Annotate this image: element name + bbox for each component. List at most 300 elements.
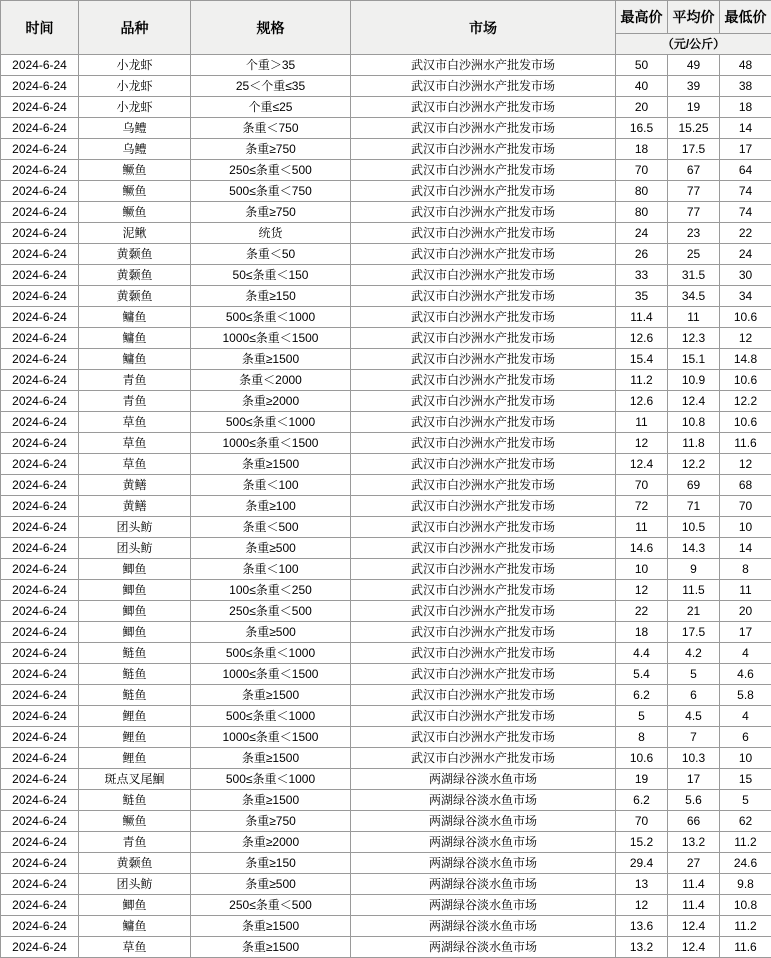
cell-spec: 500≤条重＜1000 [191, 412, 351, 433]
cell-avg-price: 12.4 [668, 391, 720, 412]
cell-spec: 条重＜100 [191, 475, 351, 496]
cell-variety: 小龙虾 [79, 55, 191, 76]
cell-spec: 1000≤条重＜1500 [191, 433, 351, 454]
table-row [1, 853, 771, 874]
table-row [1, 118, 771, 139]
cell-variety: 小龙虾 [79, 76, 191, 97]
cell-spec: 250≤条重＜500 [191, 160, 351, 181]
cell-spec: 500≤条重＜750 [191, 181, 351, 202]
cell-time: 2024-6-24 [1, 118, 79, 139]
cell-variety: 鲫鱼 [79, 601, 191, 622]
cell-max-price: 50 [616, 55, 668, 76]
cell-variety: 乌鳢 [79, 118, 191, 139]
cell-max-price: 12 [616, 433, 668, 454]
cell-variety: 青鱼 [79, 370, 191, 391]
cell-market: 武汉市白沙洲水产批发市场 [351, 475, 616, 496]
cell-spec: 条重≥1500 [191, 685, 351, 706]
cell-market: 武汉市白沙洲水产批发市场 [351, 265, 616, 286]
table-row [1, 916, 771, 937]
cell-max-price: 18 [616, 622, 668, 643]
cell-market: 武汉市白沙洲水产批发市场 [351, 538, 616, 559]
cell-min-price: 11.2 [720, 832, 771, 853]
cell-time: 2024-6-24 [1, 748, 79, 769]
cell-min-price: 4 [720, 643, 771, 664]
cell-market: 武汉市白沙洲水产批发市场 [351, 118, 616, 139]
cell-spec: 条重＜750 [191, 118, 351, 139]
cell-variety: 黄颡鱼 [79, 265, 191, 286]
table-row [1, 160, 771, 181]
cell-time: 2024-6-24 [1, 55, 79, 76]
cell-min-price: 11.2 [720, 916, 771, 937]
cell-avg-price: 14.3 [668, 538, 720, 559]
table-row [1, 433, 771, 454]
cell-max-price: 13.6 [616, 916, 668, 937]
cell-spec: 100≤条重＜250 [191, 580, 351, 601]
cell-variety: 鳜鱼 [79, 202, 191, 223]
table-row [1, 559, 771, 580]
cell-variety: 草鱼 [79, 937, 191, 958]
cell-time: 2024-6-24 [1, 265, 79, 286]
cell-spec: 250≤条重＜500 [191, 601, 351, 622]
cell-avg-price: 34.5 [668, 286, 720, 307]
table-row [1, 748, 771, 769]
cell-avg-price: 25 [668, 244, 720, 265]
cell-variety: 草鱼 [79, 454, 191, 475]
cell-max-price: 4.4 [616, 643, 668, 664]
cell-spec: 条重≥750 [191, 202, 351, 223]
cell-market: 武汉市白沙洲水产批发市场 [351, 160, 616, 181]
cell-spec: 条重≥1500 [191, 790, 351, 811]
cell-time: 2024-6-24 [1, 832, 79, 853]
cell-avg-price: 17 [668, 769, 720, 790]
cell-market: 两湖绿谷淡水鱼市场 [351, 769, 616, 790]
cell-spec: 1000≤条重＜1500 [191, 727, 351, 748]
cell-time: 2024-6-24 [1, 349, 79, 370]
cell-time: 2024-6-24 [1, 76, 79, 97]
cell-market: 两湖绿谷淡水鱼市场 [351, 895, 616, 916]
cell-time: 2024-6-24 [1, 874, 79, 895]
cell-spec: 条重≥500 [191, 874, 351, 895]
cell-spec: 条重≥1500 [191, 748, 351, 769]
cell-min-price: 5.8 [720, 685, 771, 706]
cell-market: 两湖绿谷淡水鱼市场 [351, 937, 616, 958]
cell-min-price: 11.6 [720, 433, 771, 454]
cell-spec: 条重＜100 [191, 559, 351, 580]
cell-variety: 青鱼 [79, 832, 191, 853]
cell-variety: 鲢鱼 [79, 685, 191, 706]
cell-market: 两湖绿谷淡水鱼市场 [351, 916, 616, 937]
cell-market: 武汉市白沙洲水产批发市场 [351, 496, 616, 517]
cell-market: 两湖绿谷淡水鱼市场 [351, 811, 616, 832]
table-row [1, 769, 771, 790]
cell-variety: 鲤鱼 [79, 727, 191, 748]
cell-time: 2024-6-24 [1, 643, 79, 664]
cell-market: 武汉市白沙洲水产批发市场 [351, 433, 616, 454]
cell-min-price: 10.6 [720, 412, 771, 433]
cell-max-price: 80 [616, 202, 668, 223]
cell-min-price: 17 [720, 622, 771, 643]
cell-spec: 条重＜2000 [191, 370, 351, 391]
table-row [1, 538, 771, 559]
cell-avg-price: 19 [668, 97, 720, 118]
cell-max-price: 13.2 [616, 937, 668, 958]
cell-spec: 条重≥150 [191, 853, 351, 874]
cell-market: 武汉市白沙洲水产批发市场 [351, 223, 616, 244]
cell-min-price: 20 [720, 601, 771, 622]
cell-spec: 条重≥2000 [191, 832, 351, 853]
cell-avg-price: 7 [668, 727, 720, 748]
cell-time: 2024-6-24 [1, 706, 79, 727]
cell-variety: 鳙鱼 [79, 307, 191, 328]
cell-min-price: 15 [720, 769, 771, 790]
cell-avg-price: 71 [668, 496, 720, 517]
cell-avg-price: 10.9 [668, 370, 720, 391]
cell-spec: 条重≥500 [191, 622, 351, 643]
cell-variety: 团头鲂 [79, 517, 191, 538]
table-row [1, 181, 771, 202]
cell-spec: 条重≥1500 [191, 454, 351, 475]
cell-time: 2024-6-24 [1, 895, 79, 916]
table-row [1, 307, 771, 328]
table-row [1, 286, 771, 307]
cell-avg-price: 11.4 [668, 895, 720, 916]
cell-max-price: 15.2 [616, 832, 668, 853]
cell-variety: 鳙鱼 [79, 349, 191, 370]
cell-spec: 500≤条重＜1000 [191, 706, 351, 727]
cell-market: 武汉市白沙洲水产批发市场 [351, 76, 616, 97]
cell-max-price: 80 [616, 181, 668, 202]
table-row [1, 601, 771, 622]
cell-market: 武汉市白沙洲水产批发市场 [351, 517, 616, 538]
cell-avg-price: 17.5 [668, 622, 720, 643]
table-row [1, 706, 771, 727]
cell-market: 武汉市白沙洲水产批发市场 [351, 391, 616, 412]
cell-min-price: 12 [720, 328, 771, 349]
cell-time: 2024-6-24 [1, 454, 79, 475]
header-time: 时间 [1, 1, 79, 55]
cell-avg-price: 5 [668, 664, 720, 685]
cell-time: 2024-6-24 [1, 937, 79, 958]
cell-time: 2024-6-24 [1, 370, 79, 391]
cell-max-price: 33 [616, 265, 668, 286]
cell-min-price: 74 [720, 202, 771, 223]
cell-min-price: 34 [720, 286, 771, 307]
cell-variety: 团头鲂 [79, 874, 191, 895]
cell-max-price: 11.2 [616, 370, 668, 391]
table-row [1, 685, 771, 706]
cell-min-price: 5 [720, 790, 771, 811]
cell-time: 2024-6-24 [1, 811, 79, 832]
cell-avg-price: 10.3 [668, 748, 720, 769]
table-row [1, 349, 771, 370]
cell-time: 2024-6-24 [1, 685, 79, 706]
cell-avg-price: 6 [668, 685, 720, 706]
cell-variety: 草鱼 [79, 433, 191, 454]
cell-max-price: 15.4 [616, 349, 668, 370]
cell-variety: 鲢鱼 [79, 643, 191, 664]
cell-min-price: 12.2 [720, 391, 771, 412]
cell-time: 2024-6-24 [1, 538, 79, 559]
cell-spec: 1000≤条重＜1500 [191, 664, 351, 685]
cell-avg-price: 4.5 [668, 706, 720, 727]
cell-min-price: 62 [720, 811, 771, 832]
cell-spec: 25＜个重≤35 [191, 76, 351, 97]
cell-avg-price: 12.4 [668, 916, 720, 937]
cell-variety: 黄鳝 [79, 475, 191, 496]
cell-avg-price: 4.2 [668, 643, 720, 664]
cell-market: 武汉市白沙洲水产批发市场 [351, 307, 616, 328]
table-row [1, 202, 771, 223]
cell-max-price: 5 [616, 706, 668, 727]
cell-spec: 个重＞35 [191, 55, 351, 76]
cell-time: 2024-6-24 [1, 97, 79, 118]
cell-min-price: 10.8 [720, 895, 771, 916]
cell-time: 2024-6-24 [1, 391, 79, 412]
cell-min-price: 24.6 [720, 853, 771, 874]
cell-min-price: 10 [720, 517, 771, 538]
header-market: 市场 [351, 1, 616, 55]
cell-avg-price: 12.4 [668, 937, 720, 958]
cell-spec: 条重＜50 [191, 244, 351, 265]
cell-max-price: 12.4 [616, 454, 668, 475]
cell-time: 2024-6-24 [1, 622, 79, 643]
cell-avg-price: 17.5 [668, 139, 720, 160]
cell-max-price: 20 [616, 97, 668, 118]
cell-max-price: 11 [616, 517, 668, 538]
cell-max-price: 6.2 [616, 685, 668, 706]
price-unit-label: （元/公斤） [616, 34, 771, 55]
cell-avg-price: 21 [668, 601, 720, 622]
cell-avg-price: 49 [668, 55, 720, 76]
cell-spec: 条重≥150 [191, 286, 351, 307]
cell-avg-price: 15.25 [668, 118, 720, 139]
cell-variety: 草鱼 [79, 412, 191, 433]
cell-variety: 黄鳝 [79, 496, 191, 517]
cell-time: 2024-6-24 [1, 160, 79, 181]
cell-min-price: 11 [720, 580, 771, 601]
cell-avg-price: 27 [668, 853, 720, 874]
cell-variety: 鲫鱼 [79, 895, 191, 916]
cell-spec: 条重≥1500 [191, 937, 351, 958]
cell-avg-price: 12.2 [668, 454, 720, 475]
cell-max-price: 8 [616, 727, 668, 748]
table-body [1, 55, 771, 958]
table-row [1, 874, 771, 895]
cell-min-price: 17 [720, 139, 771, 160]
cell-min-price: 70 [720, 496, 771, 517]
cell-max-price: 11.4 [616, 307, 668, 328]
cell-avg-price: 23 [668, 223, 720, 244]
cell-variety: 鲫鱼 [79, 559, 191, 580]
cell-time: 2024-6-24 [1, 517, 79, 538]
table-row [1, 643, 771, 664]
cell-variety: 小龙虾 [79, 97, 191, 118]
cell-spec: 个重≤25 [191, 97, 351, 118]
cell-market: 武汉市白沙洲水产批发市场 [351, 559, 616, 580]
cell-avg-price: 15.1 [668, 349, 720, 370]
cell-max-price: 70 [616, 811, 668, 832]
cell-min-price: 30 [720, 265, 771, 286]
cell-time: 2024-6-24 [1, 790, 79, 811]
table-row [1, 580, 771, 601]
cell-max-price: 70 [616, 475, 668, 496]
table-row [1, 727, 771, 748]
cell-variety: 鲢鱼 [79, 664, 191, 685]
table-row [1, 391, 771, 412]
cell-market: 武汉市白沙洲水产批发市场 [351, 601, 616, 622]
table-row [1, 370, 771, 391]
cell-market: 武汉市白沙洲水产批发市场 [351, 244, 616, 265]
table-row [1, 55, 771, 76]
cell-avg-price: 9 [668, 559, 720, 580]
table-row [1, 517, 771, 538]
header-variety: 品种 [79, 1, 191, 55]
cell-max-price: 10.6 [616, 748, 668, 769]
cell-min-price: 64 [720, 160, 771, 181]
cell-min-price: 22 [720, 223, 771, 244]
table-row [1, 97, 771, 118]
cell-variety: 鲤鱼 [79, 748, 191, 769]
cell-max-price: 18 [616, 139, 668, 160]
cell-variety: 鳙鱼 [79, 328, 191, 349]
cell-min-price: 10.6 [720, 370, 771, 391]
cell-variety: 鲫鱼 [79, 580, 191, 601]
cell-avg-price: 13.2 [668, 832, 720, 853]
cell-avg-price: 66 [668, 811, 720, 832]
cell-min-price: 11.6 [720, 937, 771, 958]
cell-market: 两湖绿谷淡水鱼市场 [351, 790, 616, 811]
cell-spec: 500≤条重＜1000 [191, 307, 351, 328]
cell-variety: 乌鳢 [79, 139, 191, 160]
cell-min-price: 14 [720, 118, 771, 139]
cell-spec: 50≤条重＜150 [191, 265, 351, 286]
cell-market: 武汉市白沙洲水产批发市场 [351, 580, 616, 601]
cell-min-price: 4 [720, 706, 771, 727]
cell-min-price: 9.8 [720, 874, 771, 895]
cell-time: 2024-6-24 [1, 601, 79, 622]
cell-time: 2024-6-24 [1, 559, 79, 580]
cell-variety: 黄颡鱼 [79, 853, 191, 874]
cell-variety: 鳜鱼 [79, 181, 191, 202]
cell-time: 2024-6-24 [1, 139, 79, 160]
cell-min-price: 6 [720, 727, 771, 748]
cell-avg-price: 11.4 [668, 874, 720, 895]
cell-spec: 条重≥1500 [191, 916, 351, 937]
cell-time: 2024-6-24 [1, 223, 79, 244]
cell-time: 2024-6-24 [1, 244, 79, 265]
cell-variety: 鲫鱼 [79, 622, 191, 643]
cell-min-price: 24 [720, 244, 771, 265]
cell-avg-price: 11 [668, 307, 720, 328]
cell-variety: 黄颡鱼 [79, 286, 191, 307]
cell-avg-price: 10.5 [668, 517, 720, 538]
cell-spec: 500≤条重＜1000 [191, 769, 351, 790]
cell-market: 两湖绿谷淡水鱼市场 [351, 874, 616, 895]
table-row [1, 832, 771, 853]
cell-max-price: 12 [616, 580, 668, 601]
cell-market: 武汉市白沙洲水产批发市场 [351, 202, 616, 223]
header-spec: 规格 [191, 1, 351, 55]
cell-market: 武汉市白沙洲水产批发市场 [351, 643, 616, 664]
cell-time: 2024-6-24 [1, 412, 79, 433]
cell-market: 武汉市白沙洲水产批发市场 [351, 139, 616, 160]
cell-market: 武汉市白沙洲水产批发市场 [351, 181, 616, 202]
cell-time: 2024-6-24 [1, 853, 79, 874]
table-row [1, 895, 771, 916]
cell-max-price: 10 [616, 559, 668, 580]
cell-max-price: 35 [616, 286, 668, 307]
cell-max-price: 11 [616, 412, 668, 433]
header-min-price: 最低价 [720, 1, 771, 34]
cell-avg-price: 5.6 [668, 790, 720, 811]
cell-spec: 条重≥1500 [191, 349, 351, 370]
cell-time: 2024-6-24 [1, 202, 79, 223]
cell-time: 2024-6-24 [1, 496, 79, 517]
cell-spec: 500≤条重＜1000 [191, 643, 351, 664]
cell-avg-price: 77 [668, 202, 720, 223]
cell-market: 武汉市白沙洲水产批发市场 [351, 412, 616, 433]
cell-avg-price: 69 [668, 475, 720, 496]
table-row [1, 475, 771, 496]
cell-min-price: 14 [720, 538, 771, 559]
cell-variety: 鳜鱼 [79, 160, 191, 181]
cell-time: 2024-6-24 [1, 286, 79, 307]
cell-max-price: 24 [616, 223, 668, 244]
cell-avg-price: 11.8 [668, 433, 720, 454]
cell-min-price: 38 [720, 76, 771, 97]
cell-variety: 泥鳅 [79, 223, 191, 244]
cell-max-price: 72 [616, 496, 668, 517]
cell-max-price: 40 [616, 76, 668, 97]
cell-avg-price: 31.5 [668, 265, 720, 286]
cell-spec: 条重≥500 [191, 538, 351, 559]
cell-min-price: 18 [720, 97, 771, 118]
cell-time: 2024-6-24 [1, 328, 79, 349]
cell-market: 两湖绿谷淡水鱼市场 [351, 853, 616, 874]
cell-min-price: 8 [720, 559, 771, 580]
table-row [1, 622, 771, 643]
cell-market: 武汉市白沙洲水产批发市场 [351, 97, 616, 118]
cell-market: 武汉市白沙洲水产批发市场 [351, 349, 616, 370]
cell-min-price: 12 [720, 454, 771, 475]
cell-min-price: 10.6 [720, 307, 771, 328]
cell-spec: 统货 [191, 223, 351, 244]
cell-market: 武汉市白沙洲水产批发市场 [351, 286, 616, 307]
cell-max-price: 70 [616, 160, 668, 181]
cell-market: 武汉市白沙洲水产批发市场 [351, 685, 616, 706]
cell-avg-price: 11.5 [668, 580, 720, 601]
header-avg-price: 平均价 [668, 1, 720, 34]
table-row [1, 328, 771, 349]
table-row [1, 496, 771, 517]
cell-variety: 青鱼 [79, 391, 191, 412]
table-row [1, 244, 771, 265]
cell-spec: 条重≥2000 [191, 391, 351, 412]
cell-min-price: 4.6 [720, 664, 771, 685]
cell-market: 武汉市白沙洲水产批发市场 [351, 727, 616, 748]
cell-variety: 团头鲂 [79, 538, 191, 559]
cell-max-price: 29.4 [616, 853, 668, 874]
cell-time: 2024-6-24 [1, 769, 79, 790]
table-row [1, 811, 771, 832]
cell-variety: 鳙鱼 [79, 916, 191, 937]
cell-variety: 黄颡鱼 [79, 244, 191, 265]
table-row [1, 412, 771, 433]
table-header [1, 1, 771, 55]
cell-spec: 条重≥100 [191, 496, 351, 517]
cell-time: 2024-6-24 [1, 664, 79, 685]
cell-min-price: 10 [720, 748, 771, 769]
